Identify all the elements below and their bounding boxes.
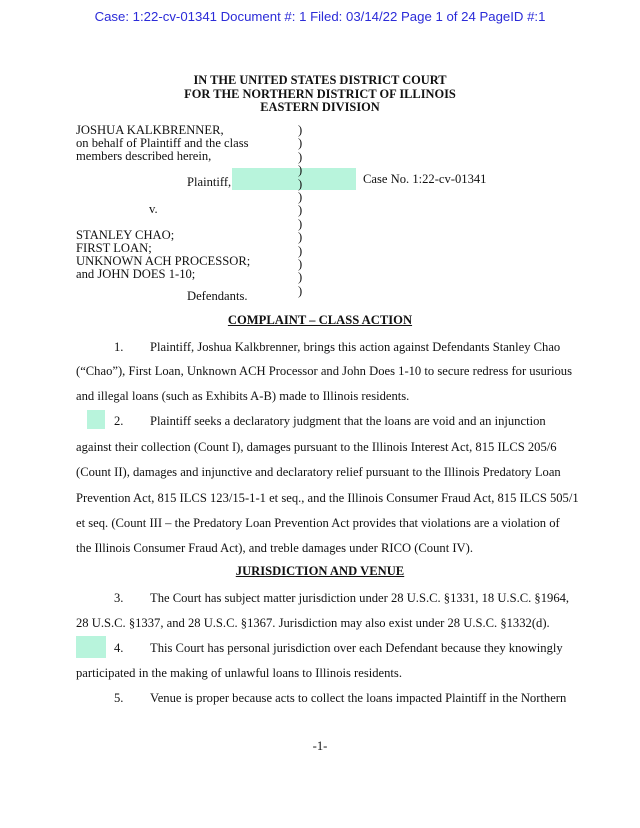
paragraph-1-line-1: Plaintiff, Joshua Kalkbrenner, brings this action against Defendants Stanley Chao xyxy=(150,340,561,354)
plaintiff-name: JOSHUA KALKBRENNER, xyxy=(76,123,224,137)
defendant-3: UNKNOWN ACH PROCESSOR; xyxy=(76,254,251,268)
paragraph-1-line-2: (“Chao”), First Loan, Unknown ACH Processor and John Does 1-10 to secure redress for usurious xyxy=(76,364,572,378)
case-number: Case No. 1:22-cv-01341 xyxy=(363,172,487,186)
caption-paren: ) xyxy=(298,243,303,258)
caption-paren: ) xyxy=(298,123,303,137)
caption-paren: ) xyxy=(298,136,303,151)
page-number: -1- xyxy=(312,739,328,753)
court-division: EASTERN DIVISION xyxy=(260,100,380,114)
plaintiff-descriptor-1: on behalf of Plaintiff and the class xyxy=(76,136,249,150)
caption-paren: ) xyxy=(298,283,303,298)
paragraph-highlight xyxy=(76,636,106,658)
document-title: COMPLAINT – CLASS ACTION xyxy=(227,313,413,327)
redaction-highlight xyxy=(232,168,356,190)
defendant-1: STANLEY CHAO; xyxy=(76,228,175,242)
court-name-line-1: IN THE UNITED STATES DISTRICT COURT xyxy=(193,73,447,87)
paragraph-1-line-3: and illegal loans (such as Exhibits A-B) made to Illinois residents. xyxy=(76,389,410,403)
paragraph-2-line-3: (Count II), damages and injunctive and declaratory relief pursuant to the Illinois Predatory Loan xyxy=(76,465,561,479)
paragraph-3-line-1: The Court has subject matter jurisdiction under 28 U.S.C. §1331, 18 U.S.C. §1964, xyxy=(150,591,570,605)
plaintiff-descriptor-2: members described herein, xyxy=(76,149,212,163)
defendant-4: and JOHN DOES 1-10; xyxy=(76,267,196,281)
paragraph-number: 2. xyxy=(114,414,124,428)
filing-header-stamp: Case: 1:22-cv-01341 Document #: 1 Filed: 03/14/22 Page 1 of 24 PageID #:1 xyxy=(94,9,546,24)
defendant-2: FIRST LOAN; xyxy=(76,241,152,255)
paragraph-2-line-5: et seq. (Count III – the Predatory Loan Prevention Act provides that violations are a violation of xyxy=(76,516,560,530)
caption-paren: ) xyxy=(298,149,303,164)
paragraph-number: 1. xyxy=(114,340,124,354)
plaintiff-label: Plaintiff, xyxy=(187,175,232,189)
paragraph-3-line-2: 28 U.S.C. §1337, and 28 U.S.C. §1367. Jurisdiction may also exist under 28 U.S.C. §1332(d). xyxy=(76,616,550,630)
paragraph-4-line-2: participated in the making of unlawful loans to Illinois residents. xyxy=(76,666,402,680)
caption-paren: ) xyxy=(298,270,303,285)
paragraph-number: 3. xyxy=(114,591,124,605)
paragraph-2-line-4: Prevention Act, 815 ILCS 123/15-1-1 et seq., and the Illinois Consumer Fraud Act, 815 ILCS 505/1 xyxy=(76,491,579,505)
caption-paren: ) xyxy=(298,203,303,218)
paragraph-2-line-6: the Illinois Consumer Fraud Act), and treble damages under RICO (Count IV). xyxy=(76,541,473,555)
paragraph-2-line-1: Plaintiff seeks a declaratory judgment that the loans are void and an injunction xyxy=(150,414,546,428)
caption-paren-column xyxy=(298,124,308,298)
caption-paren: ) xyxy=(298,216,303,231)
section-heading: JURISDICTION AND VENUE xyxy=(235,564,405,578)
paragraph-number: 5. xyxy=(114,691,124,705)
court-name-line-2: FOR THE NORTHERN DISTRICT OF ILLINOIS xyxy=(184,87,456,101)
versus: v. xyxy=(149,202,158,216)
caption-paren: ) xyxy=(298,163,303,178)
caption-paren: ) xyxy=(298,190,303,205)
paragraph-2-line-2: against their collection (Count I), damages pursuant to the Illinois Interest Act, 815 ILCS 205/6 xyxy=(76,440,557,454)
caption-paren: ) xyxy=(298,257,303,272)
paragraph-4-line-1: This Court has personal jurisdiction over each Defendant because they knowingly xyxy=(150,641,563,655)
paragraph-number: 4. xyxy=(114,641,124,655)
caption-paren: ) xyxy=(298,230,303,245)
paragraph-highlight xyxy=(87,410,105,429)
paragraph-5-line-1: Venue is proper because acts to collect the loans impacted Plaintiff in the Northern xyxy=(150,691,567,705)
caption-paren: ) xyxy=(298,176,303,191)
defendants-label: Defendants. xyxy=(187,289,248,303)
